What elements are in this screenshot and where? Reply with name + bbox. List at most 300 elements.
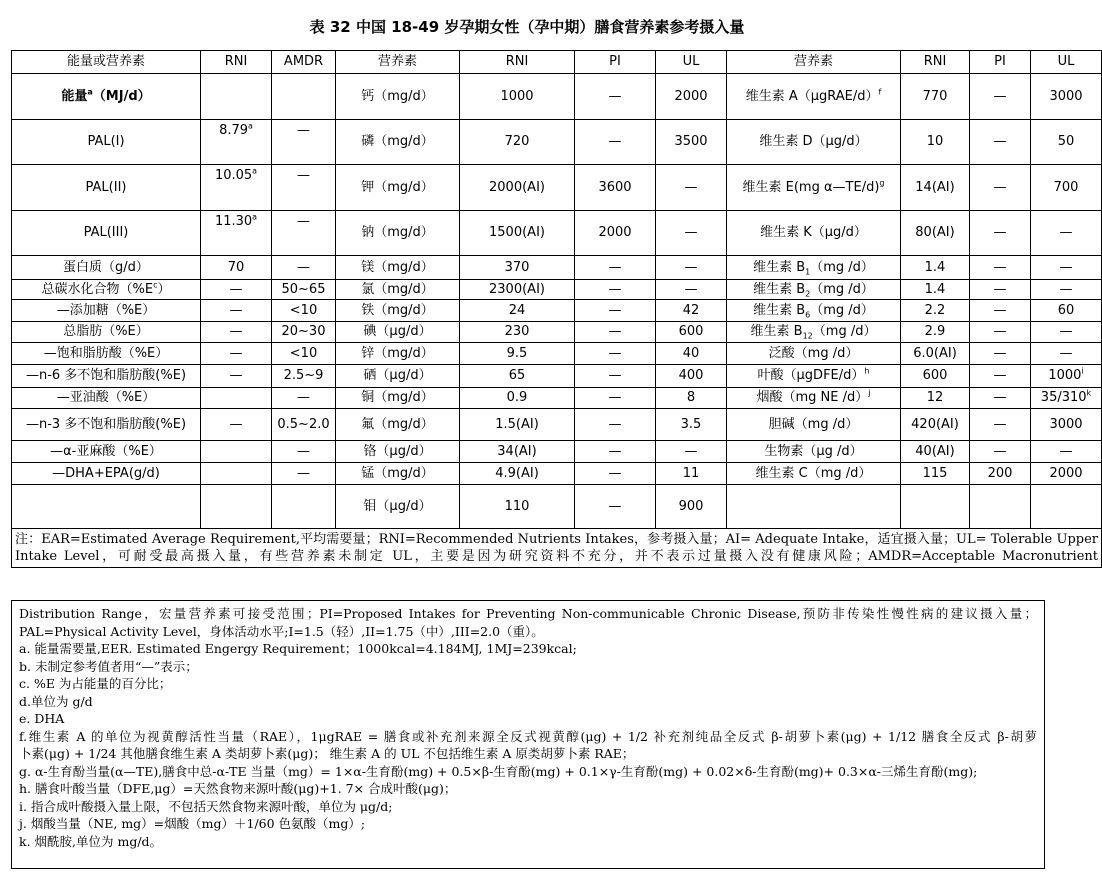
- rni-cell: [460, 409, 575, 441]
- amdr-cell: [272, 409, 336, 441]
- ul-cell: [1031, 388, 1102, 409]
- ul-cell-text: —: [684, 443, 698, 459]
- rni-cell: [460, 165, 575, 211]
- nutrient-name: [12, 165, 201, 211]
- footnote-marker: h: [864, 366, 870, 376]
- ul-cell: [656, 300, 727, 322]
- ul-cell-text: 3500: [674, 134, 708, 149]
- subscript: 12: [802, 331, 813, 341]
- rni-cell: [901, 165, 970, 211]
- rni-cell: [201, 165, 272, 211]
- ul-cell-text: 2000: [1049, 465, 1083, 481]
- pi-cell: [575, 365, 656, 388]
- ul-cell-text: —: [1059, 443, 1073, 459]
- amdr-cell: [272, 74, 336, 120]
- rni-cell: [901, 388, 970, 409]
- rni-cell: [201, 256, 272, 280]
- vitamin-name-text: 泛酸（mg /d）: [768, 345, 859, 361]
- ul-cell: [656, 441, 727, 463]
- footnote-marker: g: [879, 178, 885, 188]
- rni-cell: [201, 280, 272, 300]
- nutrient-name: [12, 409, 201, 441]
- mineral-name: [336, 343, 460, 365]
- nutrient-name-text: PAL(III): [83, 225, 129, 240]
- nutrient-name: [12, 388, 201, 409]
- rni-cell: [201, 74, 272, 120]
- nutrient-name-text: PAL(I): [87, 134, 125, 149]
- pi-cell: [970, 343, 1031, 365]
- rni-cell: [901, 343, 970, 365]
- amdr-cell: [272, 211, 336, 256]
- ul-cell-text: 3000: [1049, 416, 1083, 432]
- ul-cell-text: 50: [1057, 134, 1075, 149]
- mineral-name: [336, 280, 460, 300]
- pi-cell-text: —: [608, 345, 622, 361]
- pi-cell-text: —: [993, 390, 1007, 405]
- rni-cell-text: 8.79: [219, 123, 249, 138]
- pi-cell-text: —: [608, 416, 622, 432]
- rni-cell-text: —: [229, 368, 243, 383]
- rni-cell-text: 10.05: [214, 168, 253, 183]
- ul-cell: [656, 165, 727, 211]
- table-row: [12, 322, 1102, 343]
- amdr-cell: [272, 256, 336, 280]
- rni-cell-text: —: [229, 302, 243, 318]
- mineral-name: [336, 322, 460, 343]
- pi-cell: [970, 409, 1031, 441]
- ul-cell-text: —: [1059, 281, 1073, 297]
- rni-cell-text: 720: [504, 134, 530, 149]
- vitamin-name-text: 生物素（μg /d）: [764, 443, 863, 459]
- vitamin-name-text: 维生素 B: [750, 324, 803, 339]
- pi-cell-text: —: [608, 302, 622, 318]
- rni-cell: [460, 256, 575, 280]
- amdr-cell-text: —: [297, 390, 310, 405]
- ul-cell: [1031, 280, 1102, 300]
- pi-cell-text: —: [993, 259, 1007, 275]
- pi-cell-text: 200: [987, 465, 1013, 481]
- pi-cell-text: —: [993, 179, 1007, 195]
- ul-cell: [656, 256, 727, 280]
- table-row: [12, 120, 1102, 165]
- ul-cell: [1031, 441, 1102, 463]
- rni-cell: [901, 463, 970, 485]
- footnote-marker: a: [252, 166, 258, 176]
- header-cell: PI: [970, 51, 1031, 74]
- rni-cell: [460, 485, 575, 529]
- mineral-name: [336, 74, 460, 120]
- subscript: 2: [805, 289, 811, 299]
- vitamin-name: [727, 74, 901, 120]
- footnote-line: b. 未制定参考值者用“—”表示；: [19, 658, 198, 674]
- vitamin-name-text: 维生素 E(mg α—TE/d): [742, 179, 880, 195]
- header-cell: PI: [575, 51, 656, 74]
- ul-cell-text: 8: [686, 390, 696, 405]
- header-cell: RNI: [460, 51, 575, 74]
- header-cell: UL: [656, 51, 727, 74]
- nutrient-name: [12, 120, 201, 165]
- nutrient-name-text: —α-亚麻酸（%E）: [50, 443, 162, 459]
- pi-cell: [575, 165, 656, 211]
- table-row: [12, 211, 1102, 256]
- vitamin-name: [727, 463, 901, 485]
- rni-cell: [901, 211, 970, 256]
- vitamin-name: [727, 343, 901, 365]
- header-cell: 营养素: [727, 51, 901, 74]
- pi-cell-text: 2000: [598, 225, 632, 240]
- pi-cell-text: —: [993, 134, 1007, 149]
- rni-cell: [901, 74, 970, 120]
- rni-cell-text: 34(AI): [497, 443, 537, 459]
- rni-cell-text: 420(AI): [911, 416, 959, 432]
- unit-text: （mg /d）: [810, 259, 874, 275]
- unit-text: （mg /d）: [810, 302, 874, 318]
- table-row: [12, 343, 1102, 365]
- pi-cell: [970, 165, 1031, 211]
- ul-cell: [656, 211, 727, 256]
- mineral-name: [336, 409, 460, 441]
- footnote-marker: a: [248, 121, 253, 131]
- rni-cell: [201, 485, 272, 529]
- ul-cell-text: 35/310: [1040, 390, 1087, 405]
- amdr-cell: [272, 300, 336, 322]
- vitamin-name-text: 维生素 B: [753, 281, 806, 297]
- mineral-name: [336, 365, 460, 388]
- ul-cell: [1031, 343, 1102, 365]
- ul-cell-text: —: [684, 259, 698, 275]
- footnote-line: k. 烟酰胺,单位为 mg/d。: [19, 833, 163, 849]
- vitamin-name-text: 叶酸（μgDFE/d）: [757, 368, 865, 383]
- header-cell: UL: [1031, 51, 1102, 74]
- rni-cell: [201, 322, 272, 343]
- nutrient-name: [12, 256, 201, 280]
- rni-cell-text: 9.5: [506, 345, 528, 361]
- ul-cell: [1031, 300, 1102, 322]
- pi-cell: [970, 485, 1031, 529]
- pi-cell-text: —: [608, 324, 622, 339]
- vitamin-name: [727, 256, 901, 280]
- table-row: [12, 256, 1102, 280]
- rni-cell-text: 2.9: [924, 324, 946, 339]
- amdr-cell-text: —: [297, 123, 310, 138]
- ul-cell-text: 2000: [674, 88, 708, 104]
- rni-cell-text: 6.0(AI): [913, 345, 957, 361]
- mineral-name-text: 硒（μg/d）: [363, 368, 432, 383]
- rni-cell: [201, 388, 272, 409]
- pi-cell-text: —: [993, 416, 1007, 432]
- ul-cell: [1031, 211, 1102, 256]
- ul-cell: [656, 343, 727, 365]
- table-note: [12, 529, 1102, 568]
- footnote-line: d.单位为 g/d: [19, 693, 93, 709]
- mineral-name-text: 氟（mg/d）: [361, 416, 434, 432]
- nutrient-name-text: 总脂肪（%E）: [63, 324, 149, 339]
- ul-cell-text: 3000: [1049, 88, 1083, 104]
- rni-cell: [901, 409, 970, 441]
- vitamin-name-text: 维生素 A（μgRAE/d）: [745, 88, 879, 104]
- vitamin-name: [727, 388, 901, 409]
- footnote-marker: f: [878, 87, 882, 97]
- vitamin-name: [727, 441, 901, 463]
- vitamin-name: [727, 485, 901, 529]
- nutrient-name-text: 能量: [61, 88, 88, 104]
- amdr-cell: [272, 120, 336, 165]
- pi-cell-text: —: [608, 88, 622, 104]
- vitamin-name-text: 维生素 C（mg /d）: [755, 465, 872, 481]
- pi-cell: [970, 441, 1031, 463]
- ul-cell-text: 700: [1053, 179, 1079, 195]
- pi-cell: [575, 343, 656, 365]
- nutrient-name-text: PAL(II): [85, 179, 127, 195]
- footnote-marker: k: [1086, 388, 1092, 398]
- rni-cell: [901, 120, 970, 165]
- table-note-line: 注：EAR=Estimated Average Requirement,平均需要量；RNI=Recommended Nutrients Intakes，参考摄入量；AI= Adequate Intake，适宜摄入量；UL= Tolerable Upper: [15, 532, 1098, 547]
- pi-cell: [575, 463, 656, 485]
- rni-cell-text: 370: [504, 259, 530, 275]
- ul-cell-text: 60: [1057, 302, 1075, 318]
- pi-cell: [575, 388, 656, 409]
- vitamin-name-text: 烟酸（mg NE /d）: [756, 390, 869, 405]
- nutrient-name: [12, 300, 201, 322]
- amdr-cell-text: —: [297, 214, 310, 229]
- header-cell: 营养素: [336, 51, 460, 74]
- footnote-line: j. 烟酸当量（NE, mg）=烟酸（mg）＋1/60 色氨酸（mg）;: [19, 816, 366, 831]
- rni-cell: [901, 441, 970, 463]
- ul-cell: [1031, 322, 1102, 343]
- ul-cell: [1031, 120, 1102, 165]
- nutrient-name-text: —亚油酸（%E）: [56, 390, 156, 405]
- table-row: [12, 441, 1102, 463]
- amdr-cell: [272, 322, 336, 343]
- amdr-cell: [272, 365, 336, 388]
- ul-cell: [656, 280, 727, 300]
- table-row: [12, 409, 1102, 441]
- mineral-name-text: 磷（mg/d）: [361, 134, 434, 149]
- amdr-cell: [272, 388, 336, 409]
- rni-cell: [201, 365, 272, 388]
- rni-cell-text: 1.4: [924, 281, 946, 297]
- footnote-marker: i: [1081, 366, 1084, 376]
- rni-cell-text: 11.30: [214, 214, 253, 229]
- nutrient-name: [12, 280, 201, 300]
- pi-cell: [970, 256, 1031, 280]
- ul-cell: [656, 485, 727, 529]
- footnote-marker: a: [87, 87, 93, 97]
- footnote-line: a. 能量需要量,EER. Estimated Engergy Requirement；1000kcal=4.184MJ, 1MJ=239kcal;: [19, 641, 577, 656]
- amdr-cell-text: <10: [289, 302, 318, 318]
- mineral-name-text: 钠（mg/d）: [361, 225, 434, 240]
- rni-cell: [460, 280, 575, 300]
- pi-cell-text: —: [608, 465, 622, 481]
- rni-cell-text: —: [229, 345, 243, 361]
- table-row: [12, 365, 1102, 388]
- vitamin-name: [727, 322, 901, 343]
- pi-cell: [575, 74, 656, 120]
- amdr-cell-text: —: [297, 168, 310, 183]
- vitamin-name-text: 维生素 B: [753, 259, 806, 275]
- nutrient-name: [12, 74, 201, 120]
- rni-cell-text: 770: [922, 88, 948, 104]
- vitamin-name: [727, 120, 901, 165]
- ul-cell: [1031, 485, 1102, 529]
- footnote-line: f.维生素 A 的单位为视黄醇活性当量（RAE），1μgRAE = 膳食或补充剂来源全反式视黄醇(μg) + 1/2 补充剂纯品全反式 β-胡萝卜素(μg) + 1/12 膳食全反式 β-胡萝: [19, 728, 1037, 744]
- ul-cell: [656, 463, 727, 485]
- ul-cell-text: —: [684, 281, 698, 297]
- vitamin-name: [727, 211, 901, 256]
- unit-text: （mg /d）: [812, 324, 877, 339]
- footnote-line: Distribution Range，宏量营养素可接受范围；PI=Proposed Intakes for Preventing Non-communicable Chronic Disease,预防非传染性慢性病的建议摄入量；: [19, 606, 1037, 621]
- ul-cell: [656, 388, 727, 409]
- mineral-name: [336, 441, 460, 463]
- rni-cell-text: 10: [926, 134, 944, 149]
- ul-cell-text: —: [1059, 345, 1073, 361]
- pi-cell: [575, 300, 656, 322]
- footnote-marker: a: [252, 212, 258, 222]
- pi-cell-text: —: [608, 498, 622, 514]
- ul-cell: [1031, 256, 1102, 280]
- nutrient-name-text: —n-3 多不饱和脂肪酸(%E): [25, 416, 187, 432]
- rni-cell: [460, 441, 575, 463]
- pi-cell: [575, 120, 656, 165]
- vitamin-name-text: 维生素 B: [753, 302, 806, 318]
- nutrient-name: [12, 463, 201, 485]
- rni-cell: [201, 463, 272, 485]
- footnote-line: h. 膳食叶酸当量（DFE,μg）=天然食物来源叶酸(μg)+1. 7× 合成叶酸(μg)；: [19, 781, 457, 796]
- vitamin-name-text: 胆碱（mg /d）: [768, 416, 859, 432]
- ul-cell-text: 3.5: [680, 416, 702, 432]
- table-note-row: [12, 529, 1102, 568]
- mineral-name-text: 碘（μg/d）: [363, 324, 432, 339]
- footnotes: [11, 600, 1045, 869]
- rni-cell-text: 65: [508, 368, 526, 383]
- ul-cell-text: 400: [678, 368, 704, 383]
- nutrient-name-text: —添加糖（%E）: [56, 302, 156, 318]
- rni-cell: [901, 300, 970, 322]
- rni-cell: [901, 365, 970, 388]
- ul-cell: [656, 322, 727, 343]
- ul-cell-text: 40: [682, 345, 700, 361]
- nutrient-name-text: 总碳水化合物（%E: [41, 281, 154, 297]
- amdr-cell-text: 0.5~2.0: [277, 416, 330, 432]
- rni-cell-text: 1500(AI): [489, 225, 545, 240]
- ul-cell: [656, 74, 727, 120]
- mineral-name-text: 钙（mg/d）: [361, 88, 434, 104]
- rni-cell-text: 24: [508, 302, 526, 318]
- mineral-name-text: 锌（mg/d）: [361, 345, 434, 361]
- rni-cell: [460, 120, 575, 165]
- nutrient-name-text: 蛋白质（g/d）: [63, 259, 149, 275]
- mineral-name-text: 铬（μg/d）: [363, 443, 432, 459]
- ul-cell: [1031, 74, 1102, 120]
- rni-cell: [460, 463, 575, 485]
- table-row: [12, 300, 1102, 322]
- amdr-cell: [272, 165, 336, 211]
- amdr-cell-text: <10: [289, 345, 318, 361]
- nutrient-name-text: —饱和脂肪酸（%E）: [43, 345, 169, 361]
- nutrient-name: [12, 211, 201, 256]
- pi-cell: [575, 441, 656, 463]
- header-row: [12, 51, 1102, 74]
- ul-cell: [656, 409, 727, 441]
- ul-cell-text: 900: [678, 498, 704, 514]
- vitamin-name-text: 维生素 K（μg/d）: [760, 225, 867, 240]
- table-row: [12, 485, 1102, 529]
- amdr-cell: [272, 441, 336, 463]
- ul-cell-text: —: [684, 225, 698, 240]
- rni-cell: [460, 365, 575, 388]
- rni-cell: [201, 300, 272, 322]
- pi-cell-text: —: [993, 281, 1007, 297]
- header-cell: RNI: [901, 51, 970, 74]
- rni-cell-text: 600: [922, 368, 948, 383]
- rni-cell-text: 2000(AI): [489, 179, 545, 195]
- vitamin-name: [727, 280, 901, 300]
- mineral-name-text: 锰（mg/d）: [361, 465, 434, 481]
- rni-cell: [901, 322, 970, 343]
- pi-cell: [970, 365, 1031, 388]
- vitamin-name: [727, 409, 901, 441]
- rni-cell-text: 2.2: [924, 302, 946, 318]
- vitamin-name: [727, 300, 901, 322]
- pi-cell-text: —: [993, 302, 1007, 318]
- ul-cell-text: 600: [678, 324, 704, 339]
- rni-cell-text: 115: [922, 465, 948, 481]
- pi-cell: [575, 485, 656, 529]
- amdr-cell-text: —: [297, 465, 310, 481]
- rni-cell: [460, 322, 575, 343]
- vitamin-name: [727, 165, 901, 211]
- pi-cell-text: —: [993, 324, 1007, 339]
- nutrient-name-text: —n-6 多不饱和脂肪酸(%E): [25, 368, 187, 383]
- amdr-cell-text: 2.5~9: [283, 368, 324, 383]
- footnote-line: 卜素(μg) + 1/24 其他膳食维生素 A 类胡萝卜素(μg)； 维生素 A 的 UL 不包括维生素 A 原类胡萝卜素 RAE；: [19, 746, 635, 761]
- subscript: 6: [805, 310, 811, 320]
- rni-cell-text: 1.4: [924, 259, 946, 275]
- ul-cell: [1031, 365, 1102, 388]
- mineral-name: [336, 165, 460, 211]
- ul-cell-text: —: [1059, 225, 1073, 240]
- footnote-line: e. DHA: [19, 711, 65, 726]
- rni-cell-text: 70: [227, 259, 245, 275]
- pi-cell-text: —: [608, 281, 622, 297]
- rni-cell: [201, 441, 272, 463]
- pi-cell: [970, 74, 1031, 120]
- amdr-cell-text: 20~30: [281, 324, 326, 339]
- pi-cell: [575, 211, 656, 256]
- footnote-line: PAL=Physical Activity Level，身体活动水平;I=1.5（轻）,II=1.75（中）,III=2.0（重）。: [19, 623, 544, 639]
- rni-cell-text: 110: [504, 498, 530, 514]
- rni-cell: [460, 74, 575, 120]
- pi-cell: [575, 322, 656, 343]
- amdr-cell-text: 50~65: [281, 281, 326, 297]
- rni-cell: [201, 211, 272, 256]
- rni-cell: [901, 280, 970, 300]
- pi-cell: [970, 322, 1031, 343]
- nutrient-name: [12, 441, 201, 463]
- rni-cell-text: 40(AI): [915, 443, 955, 459]
- rni-cell: [460, 343, 575, 365]
- mineral-name: [336, 120, 460, 165]
- mineral-name-text: 镁（mg/d）: [361, 259, 434, 275]
- mineral-name: [336, 300, 460, 322]
- pi-cell-text: 3600: [598, 179, 632, 195]
- pi-cell-text: —: [608, 134, 622, 149]
- nutrient-name: [12, 485, 201, 529]
- mineral-name-text: 铜（mg/d）: [361, 390, 434, 405]
- mineral-name-text: 铁（mg/d）: [361, 302, 434, 318]
- rni-cell: [460, 300, 575, 322]
- rni-cell: [460, 211, 575, 256]
